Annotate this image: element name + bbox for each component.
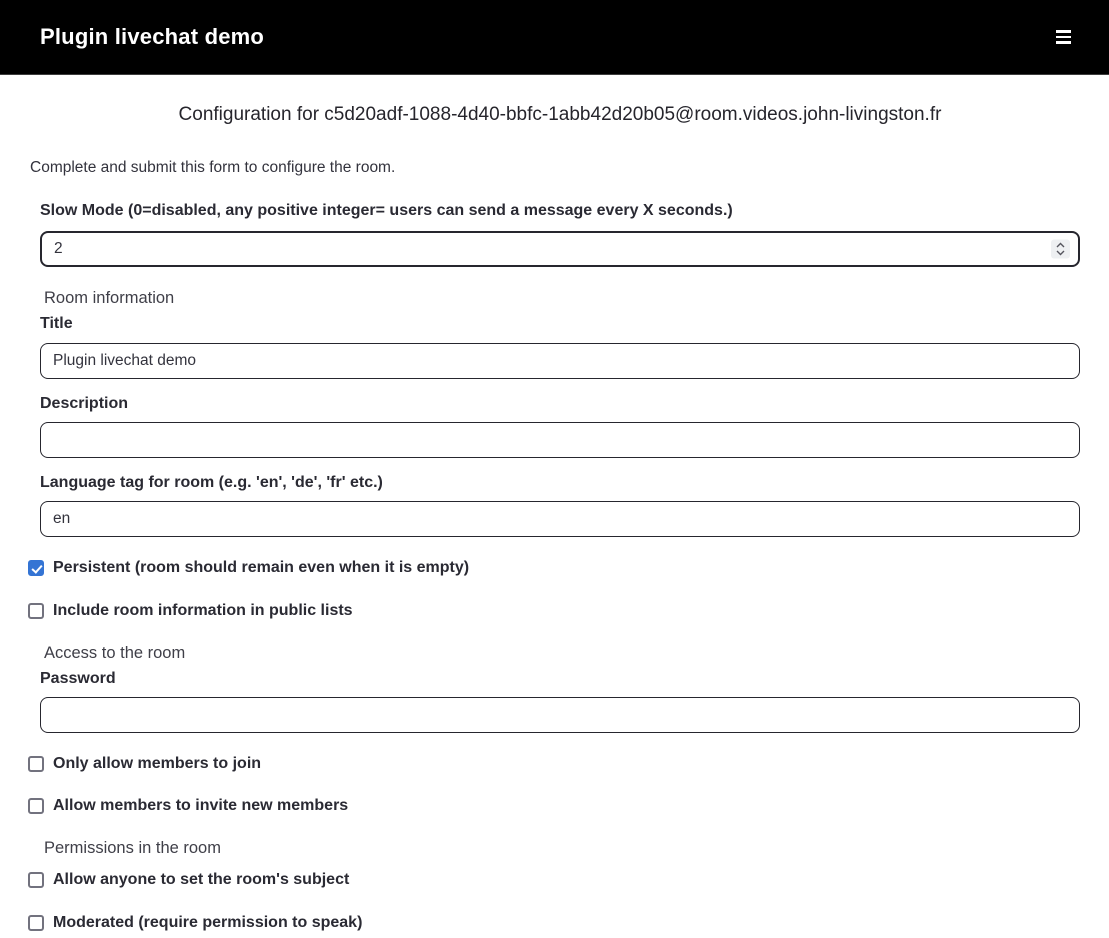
members-invite-checkbox-label[interactable]: Allow members to invite new members xyxy=(53,797,349,814)
description-label: Description xyxy=(40,395,129,412)
subject-checkbox[interactable] xyxy=(28,872,44,888)
password-input[interactable] xyxy=(40,697,1080,733)
section-legend-access: Access to the room xyxy=(44,644,186,662)
description-input[interactable] xyxy=(40,422,1080,458)
password-label: Password xyxy=(40,670,116,687)
members-only-checkbox-label[interactable]: Only allow members to join xyxy=(53,755,262,772)
title-label: Title xyxy=(40,315,73,332)
moderated-checkbox[interactable] xyxy=(28,915,44,931)
slow-mode-field-wrap xyxy=(40,231,1080,267)
members-invite-checkbox[interactable] xyxy=(28,798,44,814)
public-lists-checkbox[interactable] xyxy=(28,603,44,619)
persistent-checkbox-row[interactable] xyxy=(28,559,1080,577)
app-title: Plugin livechat demo xyxy=(40,24,265,49)
slow-mode-label: Slow Mode (0=disabled, any positive integer= users can send a message every X seconds.) xyxy=(40,202,733,219)
members-invite-checkbox-row[interactable] xyxy=(28,797,1080,815)
members-only-checkbox[interactable] xyxy=(28,756,44,772)
persistent-checkbox-label[interactable]: Persistent (room should remain even when it is empty) xyxy=(53,559,470,576)
menu-bar xyxy=(1056,36,1071,39)
public-lists-checkbox-label[interactable]: Include room information in public lists xyxy=(53,602,353,619)
language-tag-label: Language tag for room (e.g. 'en', 'de', 'fr' etc.) xyxy=(40,474,383,491)
moderated-checkbox-row[interactable] xyxy=(28,914,1080,932)
members-only-checkbox-row[interactable] xyxy=(28,755,1080,773)
subject-checkbox-label[interactable]: Allow anyone to set the room's subject xyxy=(53,871,350,888)
menu-bar xyxy=(1056,30,1071,33)
subject-checkbox-row[interactable] xyxy=(28,871,1080,889)
language-tag-input[interactable] xyxy=(40,501,1080,537)
moderated-checkbox-label[interactable]: Moderated (require permission to speak) xyxy=(53,914,363,931)
hamburger-menu-icon[interactable] xyxy=(1052,26,1075,48)
persistent-checkbox[interactable] xyxy=(28,560,44,576)
app-header xyxy=(0,0,1109,75)
public-lists-checkbox-row[interactable] xyxy=(28,602,1080,620)
config-form xyxy=(0,104,1109,938)
slow-mode-input[interactable] xyxy=(40,231,1080,267)
section-legend-room-information: Room information xyxy=(44,289,175,307)
chevron-up-icon xyxy=(1056,243,1065,249)
page-title: Configuration for c5d20adf-1088-4d40-bbfc-1abb42d20b05@room.videos.john-livingston.fr xyxy=(178,104,942,125)
form-instructions: Complete and submit this form to configure the room. xyxy=(30,159,396,176)
number-stepper-icon[interactable] xyxy=(1051,240,1070,259)
chevron-down-icon xyxy=(1056,250,1065,256)
section-legend-permissions: Permissions in the room xyxy=(44,839,221,857)
menu-bar xyxy=(1056,41,1071,44)
title-input[interactable] xyxy=(40,343,1080,379)
